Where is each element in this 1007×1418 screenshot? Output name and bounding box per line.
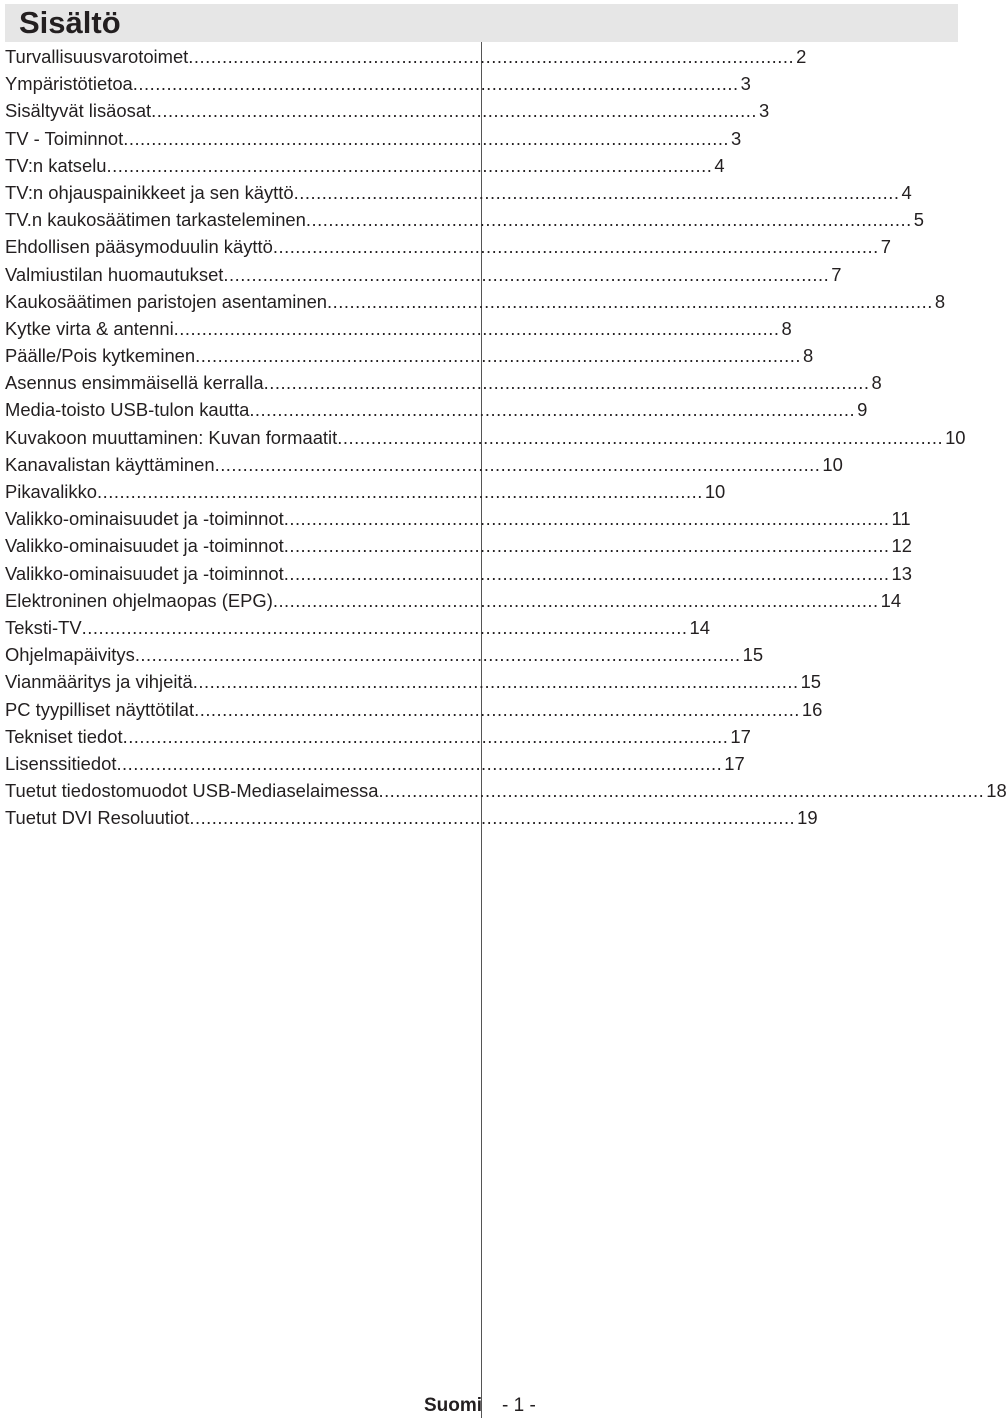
toc-page-number: 17 [724,752,745,774]
toc-entry-title: TV.n kaukosäätimen tarkasteleminen [5,209,306,231]
toc-dot-leader: ............................................................................................................ [123,127,730,149]
toc-entry[interactable] [5,505,911,532]
toc-dot-leader: ............................................................................................................ [272,589,879,611]
toc-page-number: 10 [822,453,843,475]
toc-entry[interactable] [5,233,891,260]
toc-page-number: 10 [704,481,726,502]
toc-page-number: 15 [800,671,822,693]
toc-page-number: 7 [831,263,842,285]
toc-dot-leader: ............................................................................................................ [283,562,890,584]
toc-dot-leader: ............................................................................................................ [189,807,796,829]
toc-entry[interactable] [5,696,823,723]
toc-dot-leader: ............................................................................................................ [122,725,729,747]
toc-page-number: 2 [796,46,807,67]
page-title: Sisältö [19,5,121,40]
toc-entry[interactable] [5,750,745,777]
toc-dot-leader: ............................................................................................................ [173,317,780,339]
toc-entry-title: Vianmääritys ja vihjeitä [5,671,193,693]
toc-dot-leader: ............................................................................................................ [293,181,900,203]
toc-entry-title: PC tyypilliset näyttötilat [5,698,195,720]
toc-page-number: 7 [880,236,891,258]
toc-entry-title: Turvallisuusvarotoimet [5,46,189,67]
toc-entry[interactable] [5,478,726,505]
toc-entry-title: Ehdollisen pääsymoduulin käyttö [5,236,273,258]
toc-entry[interactable] [5,152,725,179]
footer-language: Suomi [424,1395,483,1416]
toc-entry[interactable] [5,641,764,668]
toc-dot-leader: ............................................................................................................ [263,372,870,394]
toc-entry[interactable] [5,804,818,831]
toc-page-number: 8 [871,372,882,394]
toc-entry-title: Kytke virta & antenni [5,317,174,339]
toc-dot-leader: ............................................................................................................ [378,780,985,802]
toc-entry-title: Teksti-TV [5,616,82,638]
toc-dot-leader: ............................................................................................................ [214,453,821,475]
toc-entry[interactable] [5,342,814,369]
toc-dot-leader: ............................................................................................................ [223,263,830,285]
toc-entry[interactable] [5,261,842,288]
toc-page-number: 18 [986,780,1007,802]
toc-entry-title: Valikko-ominaisuudet ja -toiminnot [5,562,284,584]
toc-entry[interactable] [5,668,822,695]
toc-entry-title: Ohjelmapäivitys [5,644,135,666]
toc-dot-leader: ............................................................................................................ [283,535,890,557]
toc-page-number: 4 [901,181,912,203]
toc-dot-leader: ............................................................................................................ [195,345,801,367]
toc-entry[interactable] [5,532,913,559]
toc-dot-leader: ............................................................................................................ [249,399,856,421]
toc-entry-title: Kuvakoon muuttaminen: Kuvan formaatit [5,426,338,448]
toc-page-number: 8 [934,290,946,312]
toc-dot-leader: ............................................................................................................ [106,154,713,176]
toc-entry-title: Kaukosäätimen paristojen asentaminen [5,290,328,312]
toc-page-number: 15 [742,644,764,666]
toc-page-number: 3 [731,127,742,149]
toc-dot-leader: ............................................................................................................ [134,644,741,666]
toc-entry-title: Pikavalikko [5,481,97,502]
toc-page-number: 14 [880,589,902,611]
toc-entry[interactable] [5,369,882,396]
toc-page-number: 3 [740,73,751,95]
footer-page-number: - 1 - [502,1395,536,1416]
toc-entry-title: Päälle/Pois kytkeminen [5,345,196,367]
toc-entry-title: Tekniset tiedot [5,725,123,747]
toc-page-number: 8 [781,317,792,339]
toc-entry[interactable] [5,288,946,315]
toc-entry[interactable] [5,777,1007,804]
toc-page-number: 11 [891,508,911,530]
toc-dot-leader: ............................................................................................................ [97,481,703,502]
toc-page-number: 12 [891,535,913,557]
toc-entry[interactable] [5,560,913,587]
toc-dot-leader: ............................................................................................................ [337,426,944,448]
toc-entry-title: Valikko-ominaisuudet ja -toiminnot [5,535,284,557]
toc-entry-title: Tuetut tiedostomuodot USB-Mediaselaimessa [5,780,379,802]
toc-entry-title: Media-toisto USB-tulon kautta [5,399,250,421]
toc-entry[interactable] [5,97,770,124]
table-of-contents [5,43,1007,831]
toc-entry[interactable] [5,70,751,97]
toc-entry-title: Asennus ensimmäisellä kerralla [5,372,264,394]
toc-entry-title: Tuetut DVI Resoluutiot [5,807,190,829]
toc-page-number: 10 [945,426,966,448]
toc-dot-leader: ............................................................................................................ [327,290,933,312]
toc-dot-leader: ............................................................................................................ [116,752,723,774]
toc-dot-leader: ............................................................................................................ [194,698,800,720]
toc-dot-leader: ............................................................................................................ [188,46,795,67]
toc-page-number: 3 [759,100,770,122]
toc-entry-title: Valikko-ominaisuudet ja -toiminnot [5,508,284,530]
toc-entry[interactable] [5,179,912,206]
toc-entry-title: Elektroninen ohjelmaopas (EPG) [5,589,273,611]
toc-page-number: 17 [730,725,751,747]
toc-dot-leader: ............................................................................................................ [283,508,890,530]
toc-entry[interactable] [5,614,710,641]
title-bar [5,4,958,42]
toc-entry-title: TV:n katselu [5,154,107,176]
toc-dot-leader: ............................................................................................................ [192,671,799,693]
toc-entry[interactable] [5,396,868,423]
toc-entry[interactable] [5,43,807,70]
toc-page-number: 19 [797,807,818,829]
toc-entry-title: TV - Toiminnot [5,127,124,149]
toc-dot-leader: ............................................................................................................ [272,236,879,258]
toc-entry[interactable] [5,723,751,750]
toc-page-number: 13 [891,562,913,584]
toc-dot-leader: ............................................................................................................ [81,616,688,638]
toc-page-number: 5 [913,209,924,231]
toc-dot-leader: ............................................................................................................ [151,100,757,122]
toc-page-number: 14 [689,616,710,638]
toc-entry[interactable] [5,451,843,478]
toc-dot-leader: ............................................................................................................ [132,73,739,95]
toc-page-number: 4 [714,154,725,176]
toc-dot-leader: ............................................................................................................ [305,209,912,231]
toc-entry[interactable] [5,125,742,152]
toc-entry[interactable] [5,587,902,614]
toc-entry-title: Ympäristötietoa [5,73,133,95]
toc-page-number: 16 [801,698,823,720]
toc-entry-title: Sisältyvät lisäosat [5,100,152,122]
toc-entry[interactable] [5,206,924,233]
toc-page-number: 8 [802,345,814,367]
toc-entry[interactable] [5,424,966,451]
toc-entry-title: Valmiustilan huomautukset [5,263,224,285]
toc-entry-title: TV:n ohjauspainikkeet ja sen käyttö [5,181,294,203]
toc-page-number: 9 [857,399,868,421]
toc-entry[interactable] [5,315,792,342]
toc-entry-title: Lisenssitiedot [5,752,117,774]
toc-entry-title: Kanavalistan käyttäminen [5,453,215,475]
